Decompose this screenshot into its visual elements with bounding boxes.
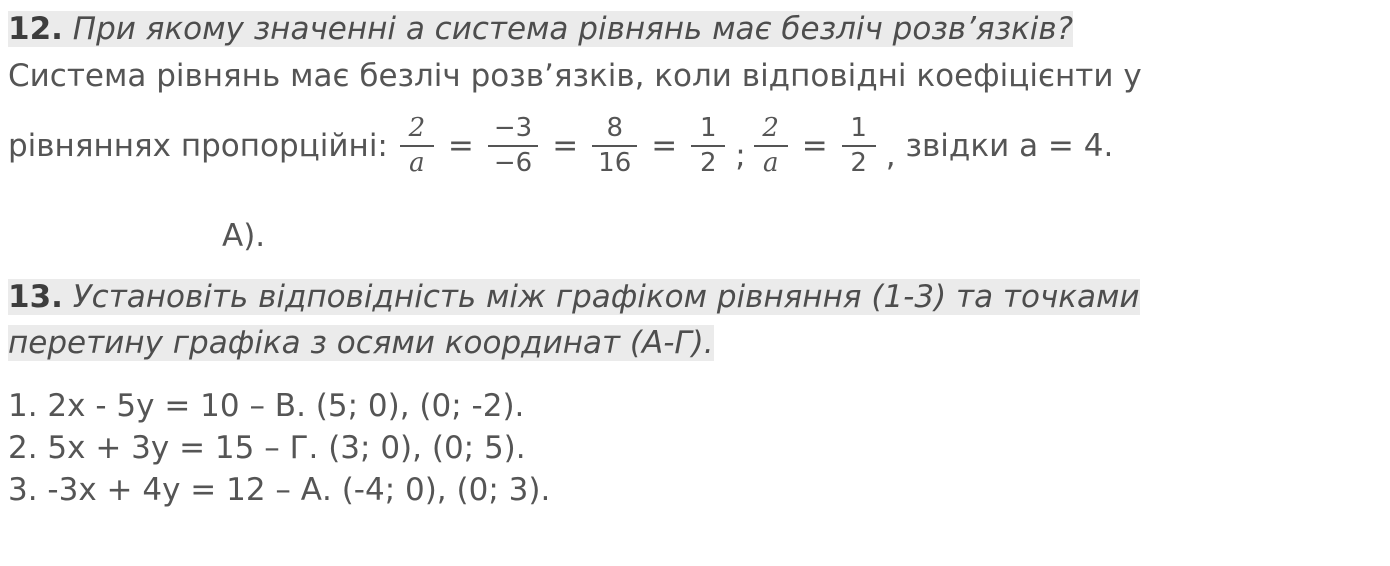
fraction-3-denominator: 16 <box>598 148 632 179</box>
fraction-5-numerator: 2 <box>762 113 779 143</box>
fraction-6 <box>842 115 876 178</box>
fraction-1-denominator: a <box>409 148 425 179</box>
question-13-number: 13. <box>8 279 63 315</box>
fraction-2-bar <box>488 145 538 147</box>
fraction-2-denominator: −6 <box>493 148 533 179</box>
question-12-prompt-text: При якому значенні а система рівнянь має безліч розв’язків? <box>72 11 1074 47</box>
comma-separator: , <box>885 138 896 175</box>
fraction-5-denominator: a <box>762 148 779 179</box>
question-13-item-2: 2. 5х + 3у = 15 – Г. (3; 0), (0; 5). <box>8 430 526 467</box>
question-13-prompt-text-2: перетину графіка з осями координат (А-Г). <box>8 324 714 361</box>
question-12-proportion-row <box>8 115 1117 178</box>
question-12-prompt <box>8 11 1073 47</box>
question-12-number: 12. <box>8 11 63 47</box>
fraction-3 <box>592 115 637 178</box>
semicolon-separator: ; <box>735 138 746 175</box>
fraction-3-bar <box>592 145 637 147</box>
fraction-4-denominator: 2 <box>699 148 717 179</box>
question-13-prompt-block <box>8 278 1382 363</box>
fraction-6-denominator: 2 <box>850 148 867 179</box>
question-12-prompt-block <box>8 10 1382 50</box>
question-12-solution-line-1: Система рівнянь має безліч розв’язків, коли відповідні коефіцієнти у <box>8 58 1142 94</box>
fraction-4-numerator: 1 <box>699 113 717 143</box>
fraction-1 <box>400 115 434 178</box>
fraction-6-numerator: 1 <box>850 113 867 143</box>
fraction-4-bar <box>691 145 725 147</box>
equals-2: = <box>552 128 579 165</box>
question-13-items <box>8 385 550 511</box>
fraction-3-numerator: 8 <box>606 113 623 143</box>
question-12-conclusion: звідки а = 4. <box>905 128 1114 165</box>
fraction-6-bar <box>842 145 876 147</box>
fraction-2-numerator: −3 <box>493 113 533 143</box>
fraction-1-bar <box>400 145 434 147</box>
question-12-solution-prefix: рівняннях пропорційні: <box>8 128 388 165</box>
fraction-1-numerator: 2 <box>408 113 426 143</box>
fraction-5 <box>754 115 788 178</box>
fraction-2 <box>488 115 538 178</box>
fraction-4 <box>691 115 725 178</box>
question-13-item-1: 1. 2х - 5у = 10 – В. (5; 0), (0; -2). <box>8 388 525 424</box>
question-13-prompt-line-1 <box>8 279 1140 315</box>
question-13-prompt-text-1: Установіть відповідність між графіком рівняння (1-3) та точками <box>72 279 1140 315</box>
question-12-answer: А). <box>222 218 266 254</box>
question-13-item-3: 3. -3х + 4у = 12 – А. (-4; 0), (0; 3). <box>8 472 551 509</box>
fraction-5-bar <box>754 145 788 147</box>
question-13-prompt-line-2-wrap <box>8 324 1382 364</box>
equals-1: = <box>447 128 474 165</box>
equals-3: = <box>651 128 678 165</box>
equals-4: = <box>801 128 828 165</box>
